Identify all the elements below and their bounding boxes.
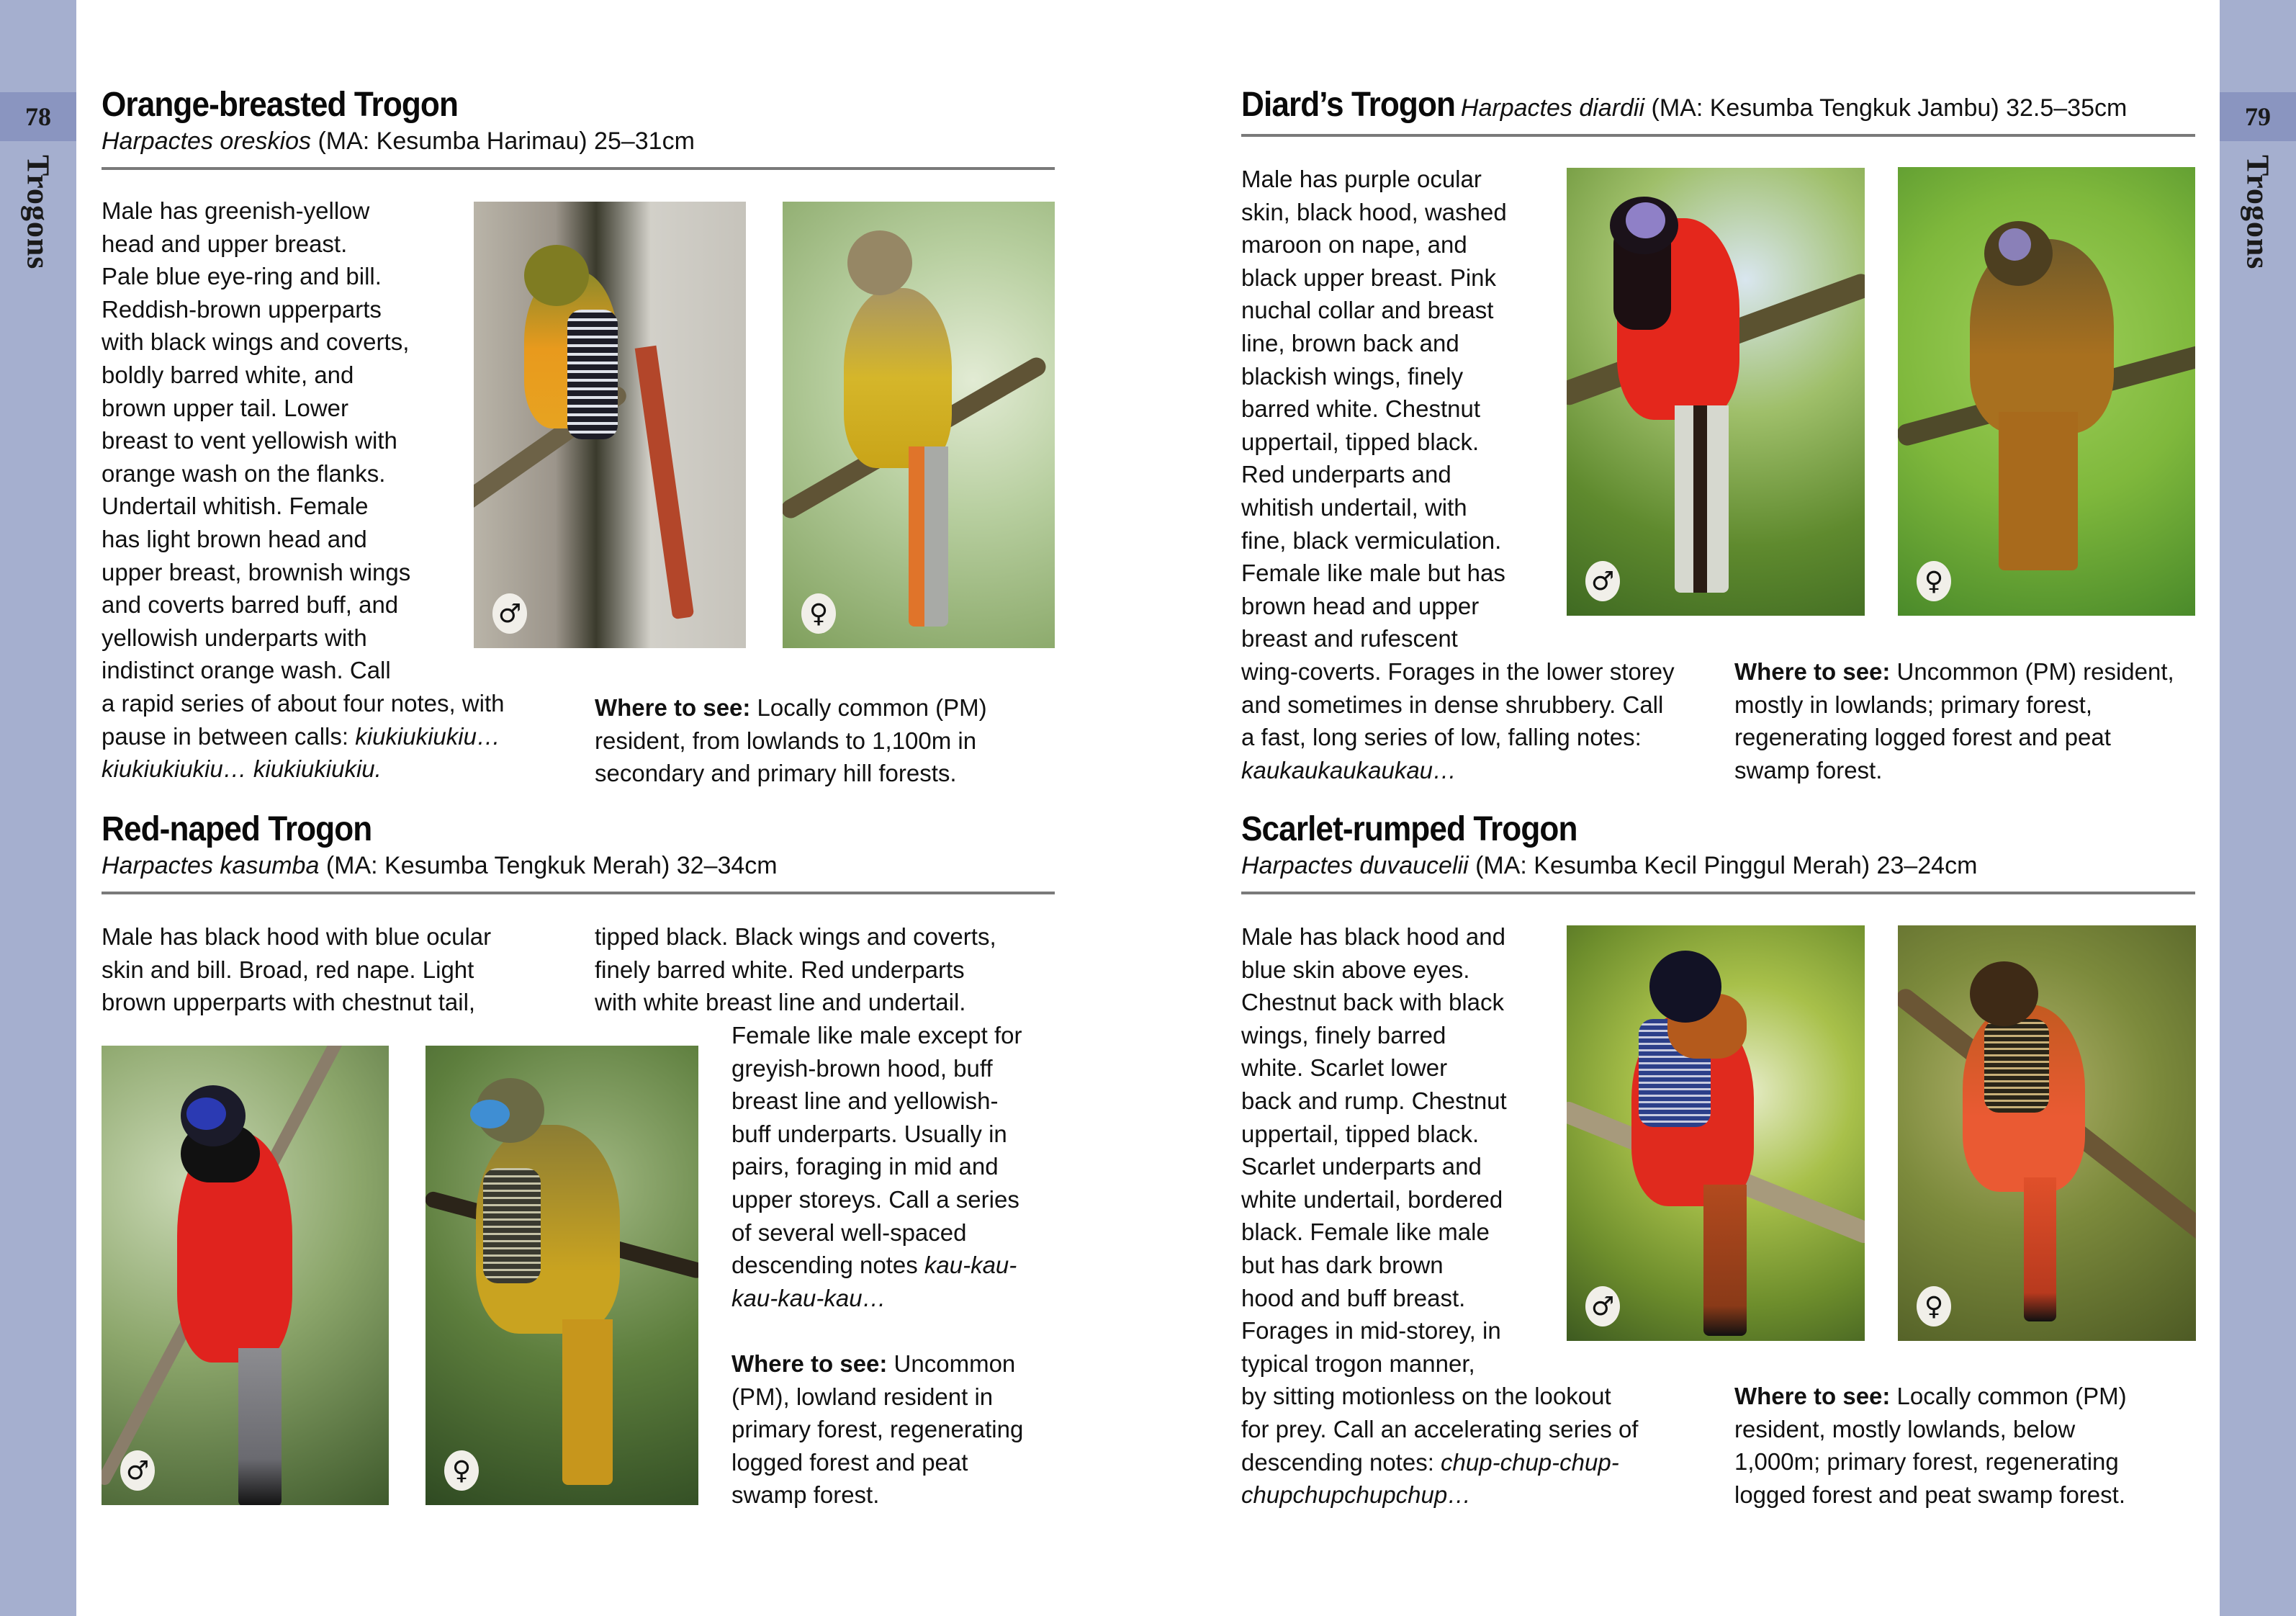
text-line: primary forest, regenerating bbox=[731, 1416, 1024, 1443]
text-line: wing-coverts. Forages in the lower storey bbox=[1241, 657, 1675, 685]
male-symbol-icon: ♂ bbox=[1585, 1286, 1620, 1327]
photo-female-red-naped bbox=[426, 1046, 698, 1505]
text-span: Uncommon bbox=[887, 1350, 1016, 1377]
call-text: chupchupchupchup… bbox=[1241, 1481, 1472, 1509]
where-label: Where to see: bbox=[1734, 1383, 1891, 1409]
male-symbol-icon: ♂ bbox=[120, 1450, 155, 1491]
section-rule bbox=[1241, 892, 2195, 894]
text-line: breast and rufescent bbox=[1241, 625, 1458, 652]
call-text: kau-kau-kau… bbox=[731, 1284, 886, 1311]
text-line: finely barred white. Red underparts bbox=[595, 956, 965, 983]
call-text: kaukaukaukaukau… bbox=[1241, 756, 1457, 784]
text-span: Locally common (PM) bbox=[750, 694, 987, 721]
text-line: breast line and yellowish- bbox=[731, 1087, 999, 1115]
text-span: descending notes: bbox=[1241, 1448, 1441, 1476]
text-line: a fast, long series of low, falling notes: bbox=[1241, 724, 1642, 751]
text-line: (PM), lowland resident in bbox=[731, 1383, 994, 1410]
text-line: line, brown back and bbox=[1241, 329, 1459, 356]
text-line bbox=[1734, 655, 2174, 688]
text-line: 1,000m; primary forest, regenerating bbox=[1734, 1448, 2119, 1476]
text-line: white undertail, bordered bbox=[1241, 1185, 1503, 1213]
species-description-col1 bbox=[102, 920, 491, 1019]
text-line: secondary and primary hill forests. bbox=[595, 760, 957, 787]
text-line: Undertail whitish. Female bbox=[102, 493, 369, 520]
local-name: (MA: Kesumba Tengkuk Jambu) bbox=[1651, 94, 1999, 122]
where-label: Where to see: bbox=[731, 1350, 888, 1377]
text-span: pause in between calls: bbox=[102, 722, 356, 750]
female-symbol-icon: ♀ bbox=[1917, 1286, 1951, 1327]
text-line: brown head and upper bbox=[1241, 592, 1480, 619]
text-line: resident, mostly lowlands, below bbox=[1734, 1415, 2076, 1442]
species-description bbox=[102, 194, 505, 786]
section-label: Trogons bbox=[20, 155, 56, 270]
species-header-scarlet-rumped bbox=[1241, 809, 1977, 881]
text-line: tipped black. Black wings and coverts, bbox=[595, 923, 996, 950]
species-name: Red-naped Trogon bbox=[102, 810, 372, 848]
species-size: 32–34cm bbox=[676, 852, 778, 879]
call-line bbox=[1241, 1478, 1638, 1512]
species-subtitle bbox=[1241, 850, 1977, 881]
text-line: whitish undertail, with bbox=[1241, 493, 1467, 521]
text-line: upper breast, brownish wings bbox=[102, 558, 411, 585]
text-line: swamp forest. bbox=[1734, 756, 1883, 784]
text-line: blue skin above eyes. bbox=[1241, 956, 1470, 983]
where-to-see bbox=[1734, 655, 2174, 786]
text-line: black upper breast. Pink bbox=[1241, 264, 1497, 291]
text-line: back and rump. Chestnut bbox=[1241, 1087, 1507, 1114]
text-line: skin, black hood, washed bbox=[1241, 198, 1507, 225]
scientific-name: Harpactes oreskios bbox=[102, 127, 312, 155]
where-label: Where to see: bbox=[595, 694, 751, 721]
text-line: Male has black hood with blue ocular bbox=[102, 923, 492, 950]
text-span: descending notes bbox=[731, 1252, 924, 1279]
text-line: nuchal collar and breast bbox=[1241, 297, 1494, 324]
call-line bbox=[102, 753, 505, 786]
species-name: Diard’s Trogon bbox=[1241, 86, 1456, 124]
species-description-col2 bbox=[595, 920, 996, 1019]
section-tab bbox=[2220, 155, 2296, 299]
female-symbol-icon: ♀ bbox=[1917, 561, 1951, 601]
text-line: white. Scarlet lower bbox=[1241, 1054, 1448, 1082]
call-text: kiukiukiukiu… kiukiukiukiu. bbox=[102, 755, 382, 783]
text-line: skin and bill. Broad, red nape. Light bbox=[102, 956, 474, 983]
photo-male-red-naped bbox=[102, 1046, 389, 1505]
text-line: swamp forest. bbox=[731, 1481, 880, 1509]
scientific-name: Harpactes kasumba bbox=[102, 852, 320, 879]
text-line: boldly barred white, and bbox=[102, 361, 354, 388]
text-line: brown upperparts with chestnut tail, bbox=[102, 989, 476, 1016]
scientific-name: Harpactes duvaucelii bbox=[1241, 852, 1469, 879]
page-number: 78 bbox=[0, 92, 76, 141]
section-rule bbox=[102, 167, 1055, 170]
text-line: breast to vent yellowish with bbox=[102, 427, 397, 454]
text-line: black. Female like male bbox=[1241, 1218, 1490, 1246]
male-symbol-icon: ♂ bbox=[492, 593, 527, 634]
text-line: indistinct orange wash. Call bbox=[102, 657, 391, 684]
text-span: Uncommon (PM) resident, bbox=[1890, 658, 2174, 685]
left-sidebar bbox=[0, 0, 76, 1616]
text-line: Female like male but has bbox=[1241, 560, 1505, 587]
female-symbol-icon: ♀ bbox=[801, 593, 836, 634]
text-line: fine, black vermiculation. bbox=[1241, 526, 1502, 554]
text-line bbox=[731, 1347, 1023, 1381]
photo-male-orange-breasted bbox=[474, 202, 746, 648]
photo-female-scarlet-rumped bbox=[1898, 925, 2196, 1341]
species-description-col3 bbox=[731, 1019, 1023, 1512]
male-symbol-icon: ♂ bbox=[1585, 561, 1620, 601]
scientific-name: Harpactes diardii bbox=[1460, 94, 1645, 122]
species-title-row bbox=[1241, 85, 2127, 125]
photo-male-diards bbox=[1567, 168, 1865, 616]
where-label: Where to see: bbox=[1734, 658, 1891, 685]
section-rule bbox=[102, 892, 1055, 894]
species-subtitle bbox=[102, 850, 778, 881]
species-header-diards bbox=[1241, 85, 2127, 125]
species-size: 32.5–35cm bbox=[2006, 94, 2128, 122]
local-name: (MA: Kesumba Harimau) bbox=[318, 127, 587, 155]
species-subtitle bbox=[102, 125, 695, 157]
female-symbol-icon: ♀ bbox=[444, 1450, 479, 1491]
text-line: barred white. Chestnut bbox=[1241, 395, 1481, 423]
species-header-red-naped bbox=[102, 809, 778, 881]
text-line: Red underparts and bbox=[1241, 461, 1451, 488]
section-label: Trogons bbox=[2240, 155, 2276, 270]
where-to-see bbox=[1734, 1380, 2127, 1511]
text-line: head and upper breast. bbox=[102, 230, 348, 257]
photo-female-diards bbox=[1898, 167, 2195, 616]
text-line: pairs, foraging in mid and bbox=[731, 1153, 999, 1180]
species-name: Orange-breasted Trogon bbox=[102, 86, 459, 124]
right-sidebar bbox=[2220, 0, 2296, 1616]
call-text: kiukiukiukiu… bbox=[355, 722, 500, 750]
text-line: Chestnut back with black bbox=[1241, 989, 1505, 1016]
section-rule bbox=[1241, 134, 2195, 137]
text-line: hood and buff breast. bbox=[1241, 1284, 1466, 1311]
text-line: resident, from lowlands to 1,100m in bbox=[595, 727, 977, 754]
where-to-see bbox=[595, 691, 987, 790]
text-line: buff underparts. Usually in bbox=[731, 1120, 1007, 1147]
text-line bbox=[102, 720, 505, 753]
text-line: Scarlet underparts and bbox=[1241, 1153, 1482, 1180]
call-line bbox=[731, 1282, 1023, 1315]
text-line bbox=[1241, 1446, 1638, 1479]
local-name: (MA: Kesumba Tengkuk Merah) bbox=[325, 852, 670, 879]
text-line: for prey. Call an accelerating series of bbox=[1241, 1415, 1639, 1442]
text-line: Female like male except for bbox=[731, 1022, 1022, 1049]
text-line: typical trogon manner, bbox=[1241, 1350, 1475, 1377]
section-tab bbox=[0, 155, 76, 299]
text-line: of several well-spaced bbox=[731, 1218, 967, 1246]
text-line bbox=[595, 691, 987, 724]
photo-male-scarlet-rumped bbox=[1567, 925, 1865, 1341]
text-line: orange wash on the flanks. bbox=[102, 459, 386, 487]
text-line: with white breast line and undertail. bbox=[595, 989, 966, 1016]
text-line: Male has black hood and bbox=[1241, 923, 1505, 950]
call-text: kau-kau- bbox=[924, 1252, 1017, 1279]
text-line: Male has greenish-yellow bbox=[102, 197, 370, 224]
text-line: uppertail, tipped black. bbox=[1241, 428, 1480, 455]
text-line: regenerating logged forest and peat bbox=[1734, 724, 2111, 751]
species-subtitle bbox=[1461, 92, 2127, 124]
text-line: by sitting motionless on the lookout bbox=[1241, 1383, 1611, 1410]
call-text: chup-chup-chup- bbox=[1441, 1448, 1619, 1476]
call-line bbox=[1241, 754, 1675, 787]
text-line: blackish wings, finely bbox=[1241, 362, 1464, 390]
text-line: greyish-brown hood, buff bbox=[731, 1054, 993, 1082]
text-line: with black wings and coverts, bbox=[102, 328, 410, 356]
text-line: maroon on nape, and bbox=[1241, 231, 1467, 259]
spacer bbox=[731, 1314, 1023, 1347]
text-line: and sometimes in dense shrubbery. Call bbox=[1241, 691, 1664, 718]
text-line: mostly in lowlands; primary forest, bbox=[1734, 691, 2092, 718]
species-size: 25–31cm bbox=[594, 127, 695, 155]
text-line: brown upper tail. Lower bbox=[102, 394, 349, 421]
text-line bbox=[731, 1249, 1023, 1282]
text-line: logged forest and peat bbox=[731, 1448, 968, 1476]
text-line: Forages in mid-storey, in bbox=[1241, 1317, 1501, 1345]
species-name: Scarlet-rumped Trogon bbox=[1241, 810, 1577, 848]
text-line bbox=[1734, 1380, 2127, 1413]
text-line: Reddish-brown upperparts bbox=[102, 295, 382, 323]
text-line: upper storeys. Call a series bbox=[731, 1185, 1019, 1213]
text-line: but has dark brown bbox=[1241, 1251, 1444, 1278]
text-span: Locally common (PM) bbox=[1890, 1383, 2127, 1409]
text-line: wings, finely barred bbox=[1241, 1021, 1446, 1049]
text-line: has light brown head and bbox=[102, 525, 367, 552]
photo-female-orange-breasted bbox=[783, 202, 1055, 648]
text-line: Male has purple ocular bbox=[1241, 166, 1482, 192]
page-number: 79 bbox=[2220, 92, 2296, 141]
text-line: Pale blue eye-ring and bill. bbox=[102, 263, 382, 290]
text-line: logged forest and peat swamp forest. bbox=[1734, 1481, 2125, 1508]
text-line: uppertail, tipped black. bbox=[1241, 1120, 1480, 1147]
text-line: a rapid series of about four notes, with bbox=[102, 689, 505, 717]
species-size: 23–24cm bbox=[1876, 852, 1978, 879]
local-name: (MA: Kesumba Kecil Pinggul Merah) bbox=[1475, 852, 1870, 879]
text-line: yellowish underparts with bbox=[102, 624, 367, 651]
text-line: and coverts barred buff, and bbox=[102, 591, 399, 619]
species-header-orange-breasted bbox=[102, 85, 695, 157]
